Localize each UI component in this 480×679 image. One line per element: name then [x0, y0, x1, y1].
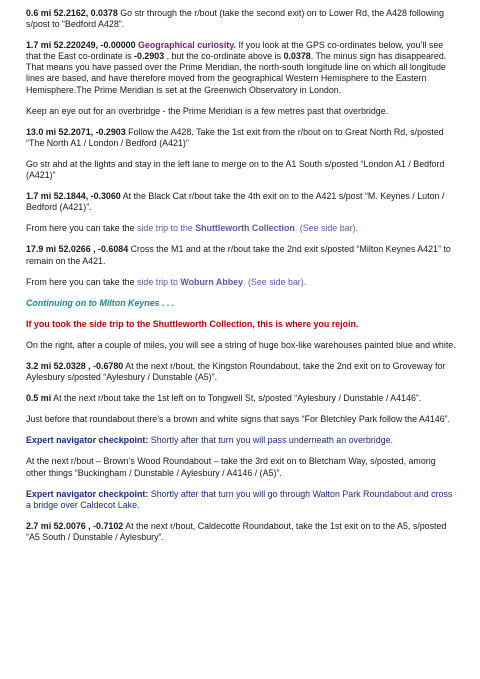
- paragraph-12: On the right, after a couple of miles, you will see a string of huge box-like warehouses painted blue and white.: [26, 339, 456, 350]
- paragraph-2: [26, 40, 458, 95]
- direction-text: At the next r/bout take the 1st left on to Tongwell St, s/posted “Aylesbury / Dunstable / A4146”.: [51, 393, 422, 404]
- checkpoint-2: [26, 489, 458, 511]
- shuttleworth-link[interactable]: Shuttleworth Collection: [195, 223, 295, 234]
- side-bar-note: . (See side bar).: [243, 276, 307, 287]
- distance: 0.5 mi: [26, 393, 52, 404]
- gps-coord: 3.2 mi 52.0328 , -0.6780: [26, 360, 124, 371]
- document-page: [26, 8, 458, 553]
- paragraph-1: [26, 8, 458, 30]
- direction-text: At the Black Cat r/bout take the 4th exit on to the A421 s/post “M. Keynes / Luton / Bedford (A421)”.: [26, 191, 445, 213]
- section-heading: Continuing on to Milton Keynes . . .: [26, 297, 175, 308]
- side-bar-note: . (See side bar).: [294, 223, 358, 234]
- text: , but the co-ordinate above is: [164, 51, 284, 62]
- direction-text: Cross the M1 and at the r/bout take the 2nd exit s/posted “Milton Keynes A421” to remain on the A421.: [26, 244, 451, 266]
- coord-value: 0.0378: [283, 51, 311, 62]
- paragraph-19: [26, 521, 458, 543]
- paragraph-3: Keep an eye out for an overbridge - the Prime Meridian is a few metres past that overbridge.: [26, 105, 389, 116]
- gps-coord: 2.7 mi 52.0076 , -0.7102: [26, 520, 124, 531]
- checkpoint-text: Shortly after that turn you will pass underneath an overbridge.: [148, 435, 394, 446]
- direction-text: At the next r/bout, Caldecotte Roundabout, take the 1st exit on to the A5, s/posted “A5 South / Dunstable / Aylesbury”.: [26, 520, 447, 542]
- paragraph-5: Go str ahd at the lights and stay in the left lane to merge on to the A1 South s/posted “London A1 / Bedford (A421)”: [26, 158, 445, 181]
- side-trip-link[interactable]: side trip to: [137, 276, 181, 287]
- paragraph-7: [26, 223, 458, 234]
- paragraph-6: [26, 191, 458, 213]
- text: From here you can take the: [26, 276, 137, 287]
- direction-text: Go str through the r/bout (take the second exit) on to Lower Rd, the A428 following s/post to “Bedford A428”.: [26, 8, 444, 30]
- checkpoint-text: Shortly after that turn you will go through Walton Park Roundabout and cross a bridge over Caldecot Lake.: [26, 488, 453, 510]
- paragraph-15: Just before that roundabout there’s a brown and white signs that says “For Bletchley Park follow the A4146”.: [26, 414, 451, 425]
- paragraph-9: [26, 277, 458, 288]
- gps-coord: 1.7 mi 52.220249, -0.00000: [26, 40, 136, 51]
- direction-text: Follow the A428. Take the 1st exit from the r/bout on to Great North Rd, s/posted “The North A1 / London / Bedford (A421)”: [26, 126, 444, 148]
- paragraph-14: [26, 393, 458, 404]
- paragraph-8: [26, 244, 458, 266]
- direction-text: At the next r/bout, the Kingston Roundabout, take the 2nd exit on to Groveway for Aylesbury s/posted “Aylesbury / Dunstable (A5)”.: [26, 360, 446, 383]
- text: If you look at the GPS co-ordinates below, you’ll see that the East co-ordinate is: [26, 40, 444, 62]
- curiosity-heading: Geographical curiosity.: [138, 40, 236, 51]
- checkpoint-label: Expert navigator checkpoint:: [26, 488, 149, 499]
- rejoin-note: If you took the side trip to the Shuttleworth Collection, this is where you rejoin.: [26, 318, 359, 329]
- woburn-abbey-link[interactable]: Woburn Abbey: [180, 276, 244, 287]
- checkpoint-label: Expert navigator checkpoint:: [26, 435, 149, 446]
- paragraph-13: [26, 361, 458, 383]
- coord-value: -0.2903: [134, 51, 165, 62]
- gps-coord: 13.0 mi 52.2071, -0.2903: [26, 126, 126, 137]
- gps-coord: 1.7 mi 52.1844, -0.3060: [26, 191, 121, 202]
- side-trip-link[interactable]: side trip to the: [137, 223, 196, 234]
- gps-coord: 0.6 mi 52.2162, 0.0378: [26, 8, 118, 18]
- checkpoint-1: [26, 435, 458, 446]
- paragraph-4: [26, 127, 458, 149]
- text: . The minus sign has disappeared. That means you have passed over the Prime Meridian, the north-south longitude line on which all longitude lines are based, and have therefore moved from the geographical Western Hemisphere to the Eastern Hemisphere.The Prime Meridian is set at the Greenwich Observatory in London.: [26, 51, 447, 95]
- gps-coord: 17.9 mi 52.0266 , -0.6084: [26, 244, 129, 255]
- text: From here you can take the: [26, 223, 137, 234]
- paragraph-17: At the next r/bout – Brown’s Wood Roundabout – take the 3rd exit on to Bletcham Way, s/posted, among other things “Buckingham / Dunstable / Aylesbury / A4146 / (A5)”.: [26, 456, 436, 478]
